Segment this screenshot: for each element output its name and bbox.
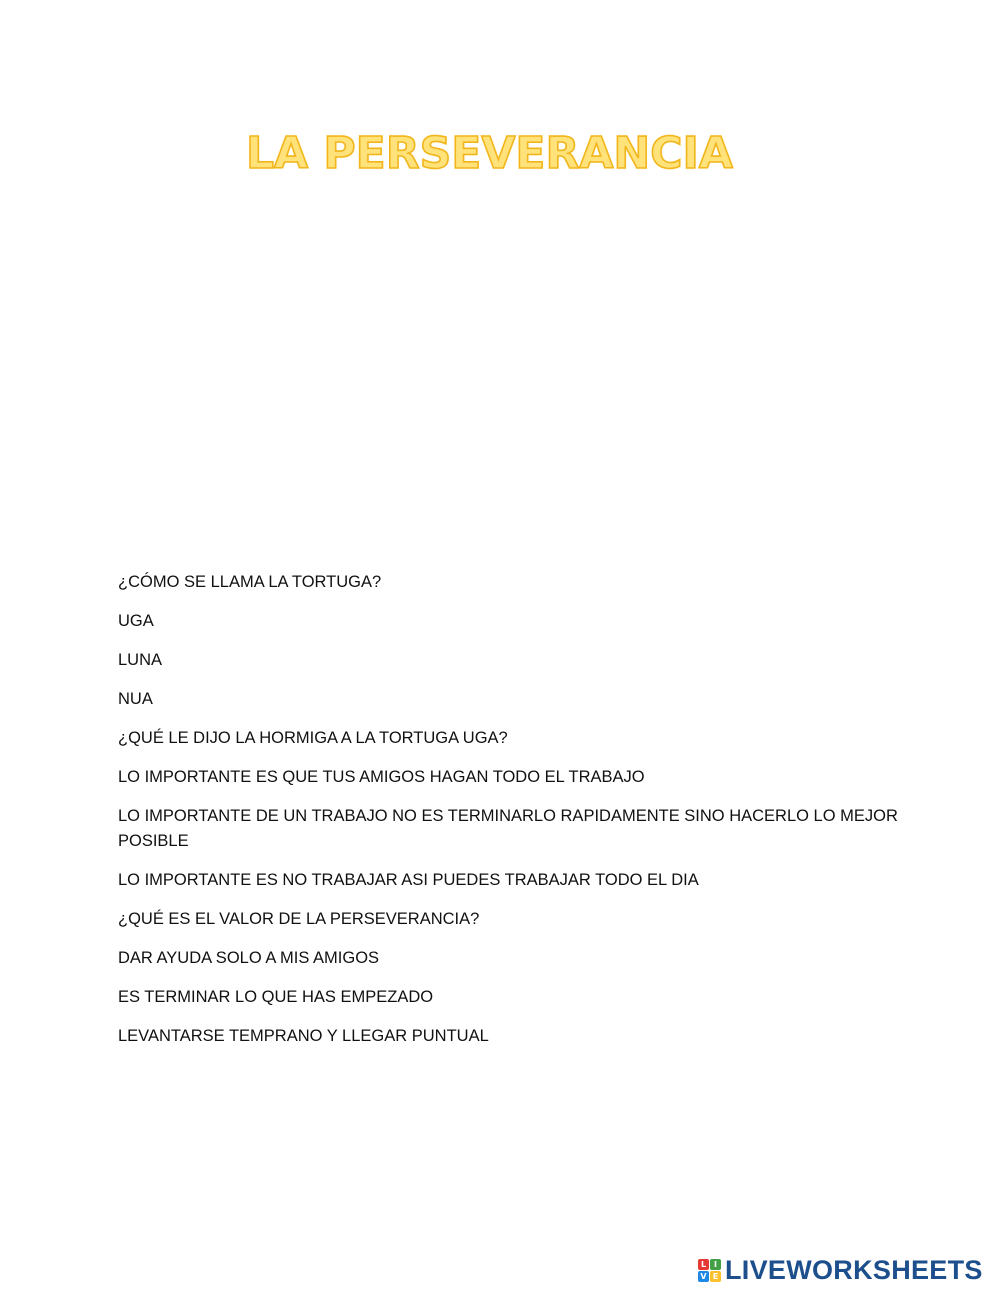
question-2: ¿QUÉ LE DIJO LA HORMIGA A LA TORTUGA UGA? bbox=[118, 729, 508, 747]
answer-option: UGA bbox=[118, 612, 154, 630]
question-1: ¿CÓMO SE LLAMA LA TORTUGA? bbox=[118, 573, 382, 591]
page-title: LA PERSEVERANCIA bbox=[246, 128, 733, 179]
answer-option: LUNA bbox=[118, 651, 163, 669]
answer-option: LO IMPORTANTE DE UN TRABAJO NO ES TERMINARLO RAPIDAMENTE SINO HACERLO LO MEJOR POSIBLE bbox=[118, 807, 898, 850]
logo-letter-e: E bbox=[710, 1271, 721, 1282]
answer-option: LO IMPORTANTE ES QUE TUS AMIGOS HAGAN TODO EL TRABAJO bbox=[118, 768, 645, 786]
worksheet-content bbox=[118, 570, 898, 1063]
answer-option: NUA bbox=[118, 690, 153, 708]
question-3: ¿QUÉ ES EL VALOR DE LA PERSEVERANCIA? bbox=[118, 910, 480, 928]
answer-option: LO IMPORTANTE ES NO TRABAJAR ASI PUEDES TRABAJAR TODO EL DIA bbox=[118, 871, 699, 889]
logo-letter-i: I bbox=[710, 1259, 721, 1270]
liveworksheets-brand bbox=[698, 1254, 983, 1286]
brand-text: LIVEWORKSHEETS bbox=[725, 1254, 983, 1285]
logo-letter-l: L bbox=[698, 1259, 709, 1270]
answer-option: ES TERMINAR LO QUE HAS EMPEZADO bbox=[118, 988, 434, 1006]
answer-option: LEVANTARSE TEMPRANO Y LLEGAR PUNTUAL bbox=[118, 1027, 489, 1045]
answer-option: DAR AYUDA SOLO A MIS AMIGOS bbox=[118, 949, 380, 967]
logo-letter-v: V bbox=[698, 1271, 709, 1282]
liveworksheets-logo-icon bbox=[698, 1259, 721, 1282]
